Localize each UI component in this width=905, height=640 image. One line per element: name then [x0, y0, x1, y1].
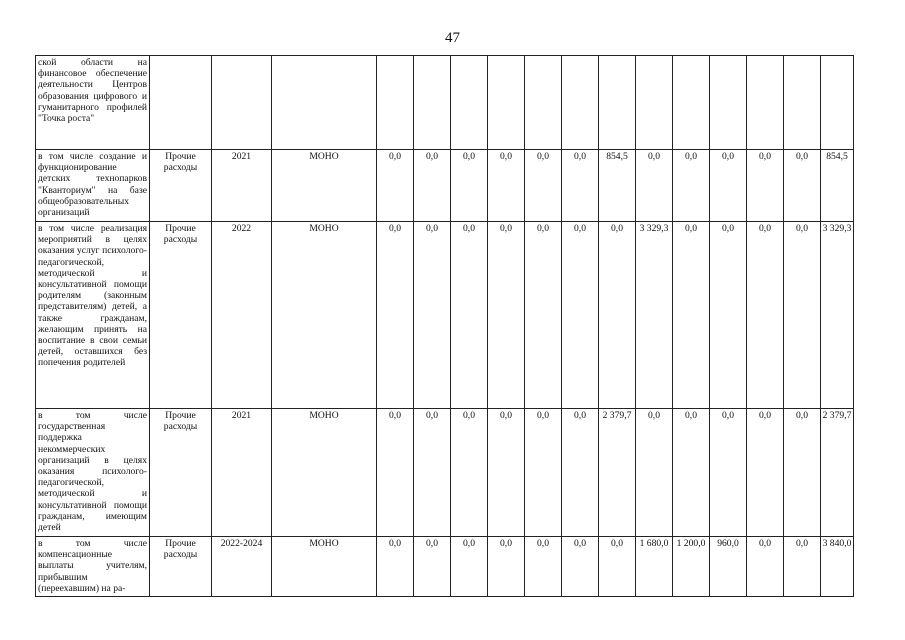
executor-cell [272, 56, 377, 150]
value-cell: 0,0 [562, 150, 599, 222]
value-cell: 0,0 [562, 537, 599, 597]
value-cell: 0,0 [488, 409, 525, 537]
value-cell [525, 56, 562, 150]
total-cell: 2 379,7 [821, 409, 854, 537]
value-cell: 0,0 [562, 409, 599, 537]
value-cell: 0,0 [488, 150, 525, 222]
expense-type-cell: Прочие расходы [150, 150, 212, 222]
value-cell: 0,0 [747, 150, 784, 222]
value-cell: 0,0 [599, 537, 636, 597]
total-cell: 3 840,0 [821, 537, 854, 597]
executor-cell: МОНО [272, 150, 377, 222]
value-cell: 0,0 [562, 222, 599, 409]
executor-cell: МОНО [272, 222, 377, 409]
value-cell: 0,0 [525, 537, 562, 597]
value-cell: 0,0 [636, 150, 673, 222]
value-cell: 1 680,0 [636, 537, 673, 597]
table-row [36, 537, 854, 597]
total-cell [821, 56, 854, 150]
page-number: 47 [445, 30, 460, 46]
description-cell: в том числе реализация мероприятий в целях оказания услуг психолого-педагогической, методической и консультативной помощи родителям (законным представителям) детей, а также гражданам, желающим принять на воспитание в свои семьи детей, оставшихся без попечения родителей [36, 222, 150, 409]
value-cell: 0,0 [451, 537, 488, 597]
value-cell [636, 56, 673, 150]
value-cell: 0,0 [673, 409, 710, 537]
value-cell [710, 56, 747, 150]
year-cell: 2021 [212, 150, 272, 222]
value-cell: 960,0 [710, 537, 747, 597]
year-cell: 2022-2024 [212, 537, 272, 597]
value-cell: 0,0 [451, 409, 488, 537]
value-cell: 0,0 [414, 537, 451, 597]
value-cell: 0,0 [747, 222, 784, 409]
value-cell: 0,0 [525, 222, 562, 409]
table-row [36, 56, 854, 150]
value-cell [562, 56, 599, 150]
table-row [36, 150, 854, 222]
executor-cell: МОНО [272, 409, 377, 537]
value-cell: 0,0 [710, 222, 747, 409]
value-cell: 0,0 [747, 409, 784, 537]
value-cell: 0,0 [414, 222, 451, 409]
value-cell [377, 56, 414, 150]
description-cell: в том числе компенсационные выплаты учителям, прибывшим (переехавшим) на ра- [36, 537, 150, 597]
total-cell: 854,5 [821, 150, 854, 222]
value-cell: 0,0 [784, 222, 821, 409]
value-cell [451, 56, 488, 150]
value-cell: 0,0 [525, 150, 562, 222]
value-cell: 0,0 [710, 409, 747, 537]
value-cell: 0,0 [451, 150, 488, 222]
table-row [36, 222, 854, 409]
value-cell [599, 56, 636, 150]
value-cell: 0,0 [784, 409, 821, 537]
value-cell: 0,0 [414, 409, 451, 537]
year-cell: 2022 [212, 222, 272, 409]
value-cell: 0,0 [784, 537, 821, 597]
budget-table [35, 55, 854, 597]
value-cell: 0,0 [747, 537, 784, 597]
executor-cell: МОНО [272, 537, 377, 597]
value-cell: 854,5 [599, 150, 636, 222]
expense-type-cell: Прочие расходы [150, 537, 212, 597]
year-cell: 2021 [212, 409, 272, 537]
value-cell: 1 200,0 [673, 537, 710, 597]
value-cell: 0,0 [710, 150, 747, 222]
value-cell: 0,0 [636, 409, 673, 537]
value-cell: 0,0 [377, 537, 414, 597]
value-cell: 0,0 [673, 150, 710, 222]
value-cell [488, 56, 525, 150]
expense-type-cell: Прочие расходы [150, 409, 212, 537]
value-cell: 0,0 [599, 222, 636, 409]
expense-type-cell [150, 56, 212, 150]
value-cell: 0,0 [451, 222, 488, 409]
description-cell: ской области на финансовое обеспечение деятельности Центров образования цифрового и гуманитарного профилей "Точка роста" [36, 56, 150, 150]
value-cell: 0,0 [673, 222, 710, 409]
expense-type-cell: Прочие расходы [150, 222, 212, 409]
value-cell: 2 379,7 [599, 409, 636, 537]
value-cell [414, 56, 451, 150]
value-cell: 0,0 [377, 222, 414, 409]
value-cell: 0,0 [377, 150, 414, 222]
value-cell: 0,0 [377, 409, 414, 537]
value-cell [784, 56, 821, 150]
value-cell [747, 56, 784, 150]
value-cell: 0,0 [488, 222, 525, 409]
value-cell: 0,0 [525, 409, 562, 537]
description-cell: в том числе создание и функционирование детских технопарков "Кванториум" на базе общеобразовательных организаций [36, 150, 150, 222]
value-cell: 0,0 [488, 537, 525, 597]
year-cell [212, 56, 272, 150]
table-row [36, 409, 854, 537]
total-cell: 3 329,3 [821, 222, 854, 409]
value-cell: 0,0 [414, 150, 451, 222]
value-cell [673, 56, 710, 150]
description-cell: в том числе государственная поддержка некоммерческих организаций в целях оказания психолого-педагогической, методической и консультативной помощи гражданам, имеющим детей [36, 409, 150, 537]
value-cell: 3 329,3 [636, 222, 673, 409]
value-cell: 0,0 [784, 150, 821, 222]
